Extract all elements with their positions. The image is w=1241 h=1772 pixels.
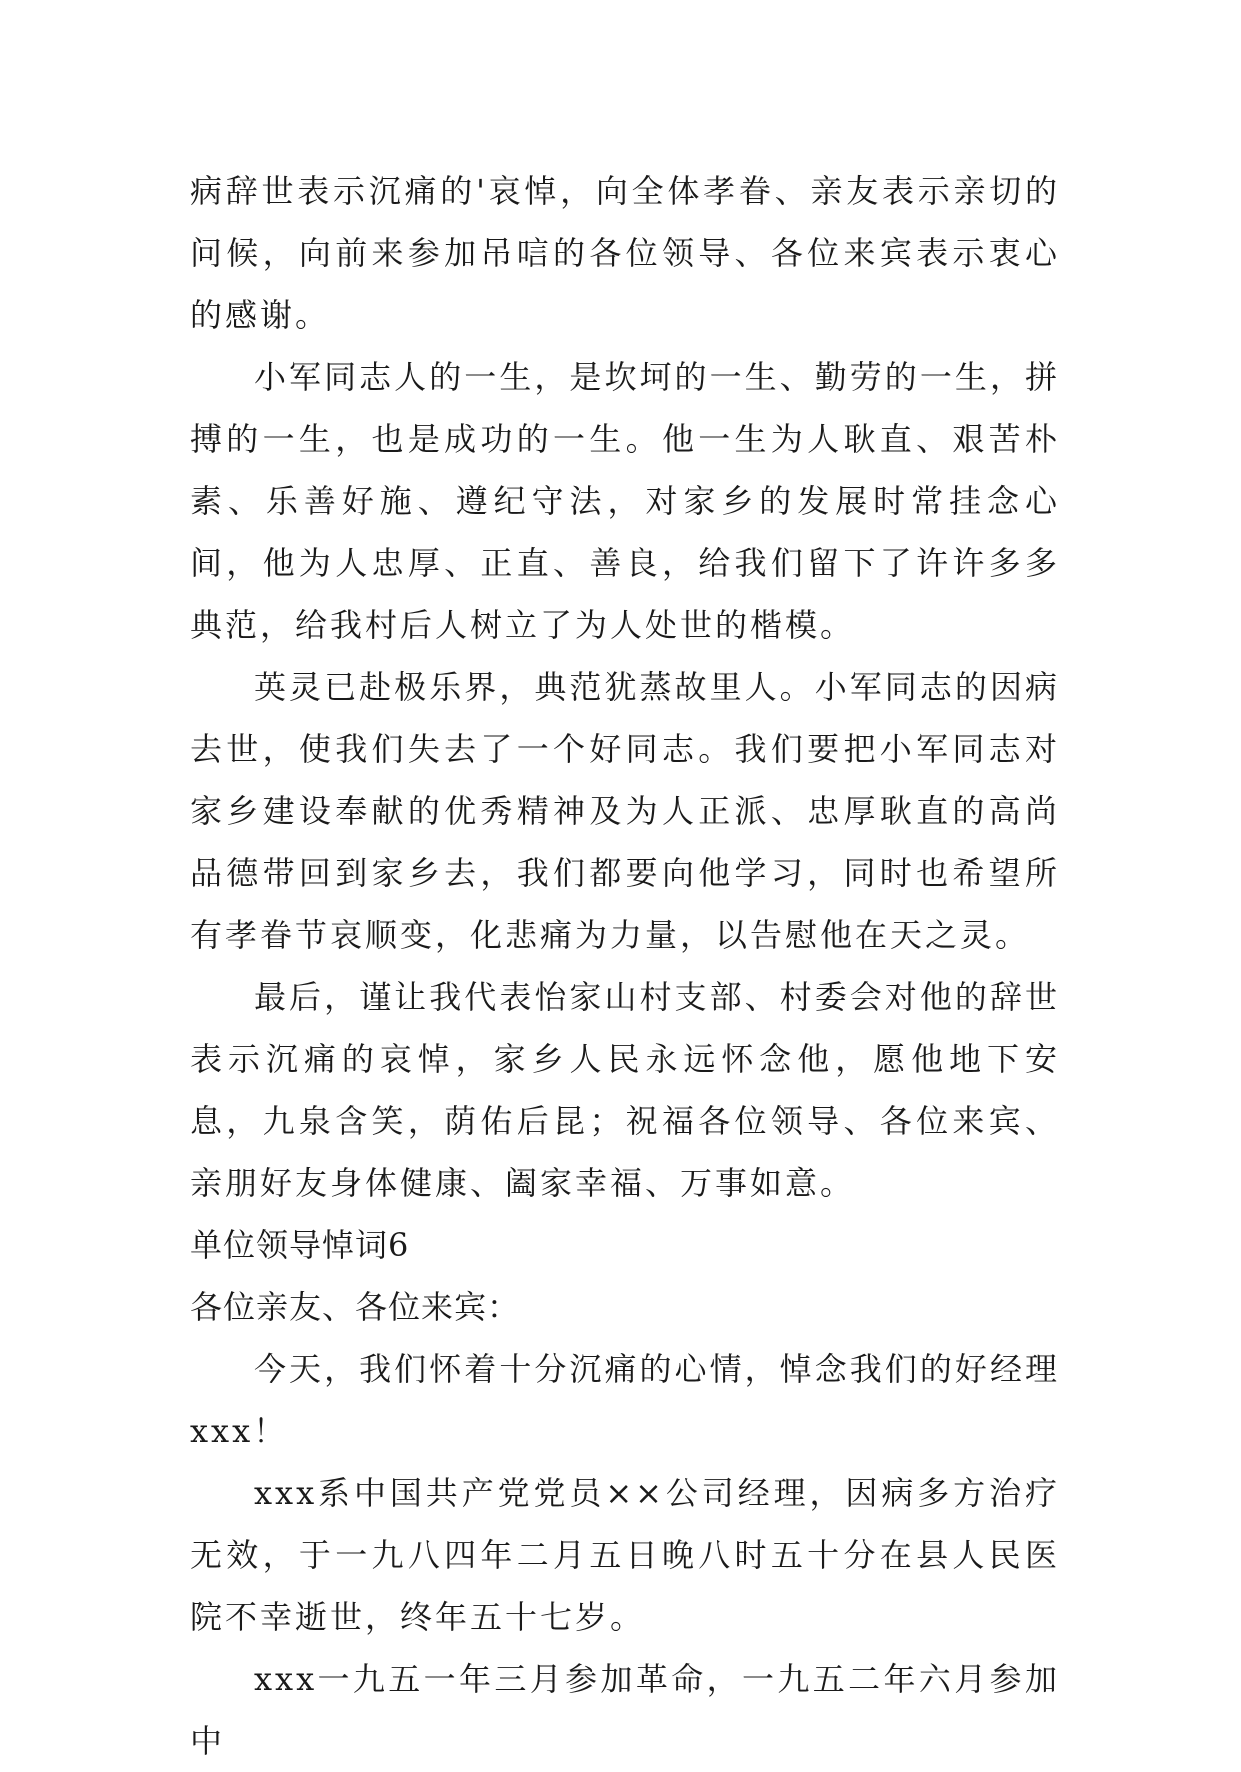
paragraph-closing: 最后，谨让我代表怡家山村支部、村委会对他的辞世表示沉痛的哀悼，家乡人民永远怀念他，愿他地下安息，九泉含笑，荫佑后昆；祝福各位领导、各位来宾、亲朋好友身体健康、阖家幸福、万事如意。 — [190, 978, 1060, 1202]
document-body — [190, 160, 1060, 1772]
paragraph-condolence-end: 病辞世表示沉痛的'哀悼，向全体孝眷、亲友表示亲切的问候，向前来参加吊唁的各位领导、各位来宾表示衷心的感谢。 — [190, 172, 1060, 334]
paragraph-opening: 今天，我们怀着十分沉痛的心情，悼念我们的好经理xxx！ — [190, 1350, 1060, 1450]
paragraph-life-summary: 小军同志人的一生，是坎坷的一生、勤劳的一生，拼搏的一生，也是成功的一生。他一生为人耿直、艰苦朴素、乐善好施、遵纪守法，对家乡的发展时常挂念心间，他为人忠厚、正直、善良，给我们留下了许许多多典范，给我村后人树立了为人处世的楷模。 — [190, 358, 1060, 644]
section-heading: 单位领导悼词6 — [190, 1226, 410, 1264]
salutation: 各位亲友、各位来宾： — [190, 1288, 521, 1326]
paragraph-legacy: 英灵已赴极乐界，典范犹蒸故里人。小军同志的因病去世，使我们失去了一个好同志。我们要把小军同志对家乡建设奉献的优秀精神及为人正派、忠厚耿直的高尚品德带回到家乡去，我们都要向他学习，同时也希望所有孝眷节哀顺变，化悲痛为力量，以告慰他在天之灵。 — [190, 668, 1060, 954]
paragraph-career: xxx一九五一年三月参加革命，一九五二年六月参加中 — [190, 1660, 1060, 1760]
paragraph-biography: xxx系中国共产党党员××公司经理，因病多方治疗无效，于一九八四年二月五日晚八时五十分在县人民医院不幸逝世，终年五十七岁。 — [190, 1474, 1060, 1636]
